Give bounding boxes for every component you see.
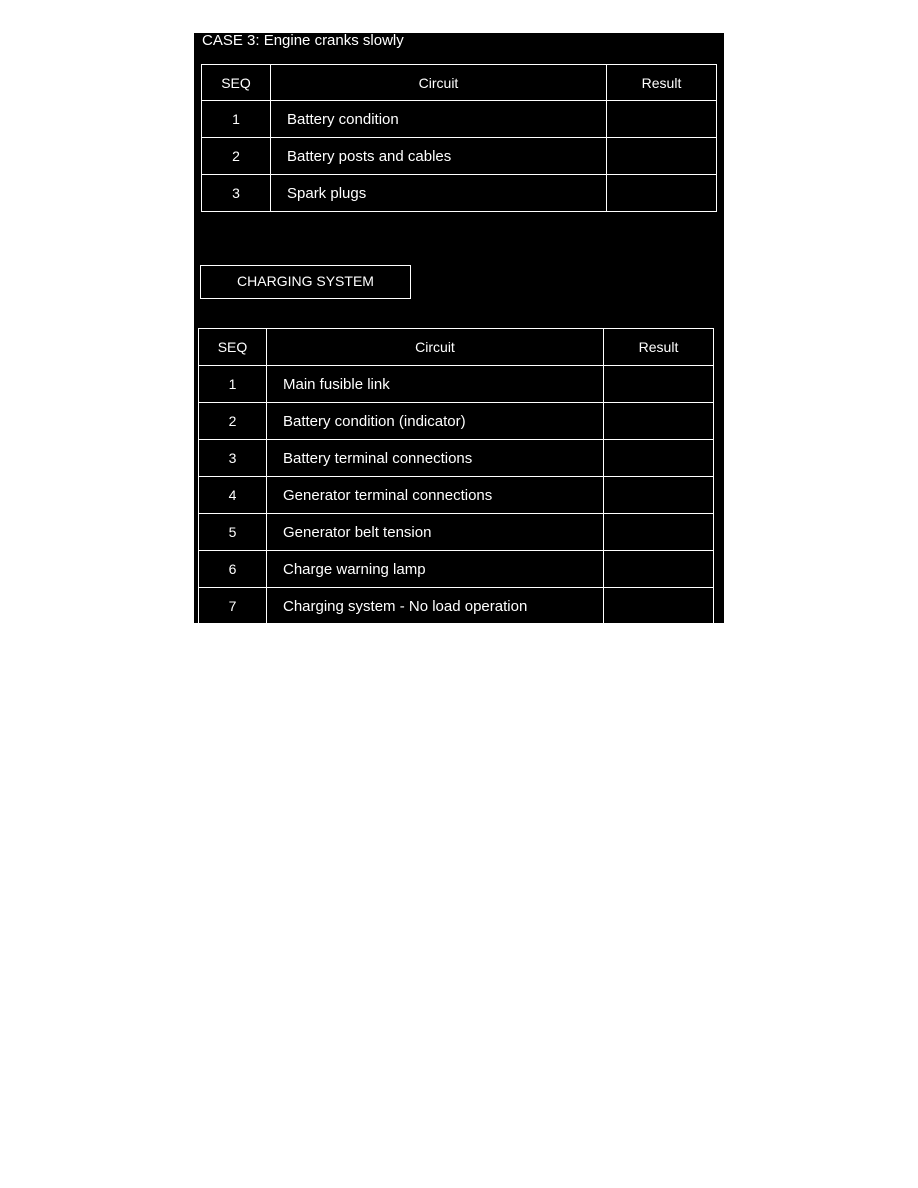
- table-row: [199, 551, 714, 588]
- case-table: [201, 64, 717, 212]
- table-row: [202, 138, 717, 175]
- table-row: [199, 440, 714, 477]
- circuit-header: Circuit: [267, 329, 604, 366]
- result-cell: [604, 551, 714, 588]
- table-row: [199, 477, 714, 514]
- result-cell: [607, 138, 717, 175]
- seq-cell: 4: [199, 477, 267, 514]
- seq-cell: 2: [199, 403, 267, 440]
- scanned-figure: [194, 33, 724, 623]
- circuit-cell: Battery terminal connections: [267, 440, 604, 477]
- circuit-cell: Charge warning lamp: [267, 551, 604, 588]
- circuit-cell: Charging system - No load operation: [267, 588, 604, 625]
- seq-cell: 7: [199, 588, 267, 625]
- seq-header: SEQ: [202, 65, 271, 101]
- circuit-cell: Battery posts and cables: [271, 138, 607, 175]
- table-row: [199, 514, 714, 551]
- seq-cell: 3: [199, 440, 267, 477]
- circuit-cell: Main fusible link: [267, 366, 604, 403]
- result-cell: [604, 440, 714, 477]
- seq-header: SEQ: [199, 329, 267, 366]
- seq-cell: 5: [199, 514, 267, 551]
- result-cell: [604, 366, 714, 403]
- result-cell: [607, 175, 717, 212]
- seq-cell: 2: [202, 138, 271, 175]
- charging-table: [198, 328, 714, 625]
- result-header: Result: [604, 329, 714, 366]
- table-header-row: [202, 65, 717, 101]
- circuit-cell: Generator belt tension: [267, 514, 604, 551]
- circuit-cell: Spark plugs: [271, 175, 607, 212]
- case-title: CASE 3: Engine cranks slowly: [202, 32, 404, 49]
- table-row: [202, 101, 717, 138]
- result-cell: [604, 514, 714, 551]
- circuit-cell: Battery condition: [271, 101, 607, 138]
- table-row: [199, 588, 714, 625]
- result-header: Result: [607, 65, 717, 101]
- table-header-row: [199, 329, 714, 366]
- seq-cell: 3: [202, 175, 271, 212]
- circuit-cell: Battery condition (indicator): [267, 403, 604, 440]
- result-cell: [604, 588, 714, 625]
- result-cell: [604, 477, 714, 514]
- table-row: [199, 403, 714, 440]
- circuit-cell: Generator terminal connections: [267, 477, 604, 514]
- seq-cell: 6: [199, 551, 267, 588]
- result-cell: [607, 101, 717, 138]
- seq-cell: 1: [202, 101, 271, 138]
- circuit-header: Circuit: [271, 65, 607, 101]
- section-title-box: CHARGING SYSTEM: [200, 265, 411, 299]
- result-cell: [604, 403, 714, 440]
- seq-cell: 1: [199, 366, 267, 403]
- table-row: [202, 175, 717, 212]
- table-row: [199, 366, 714, 403]
